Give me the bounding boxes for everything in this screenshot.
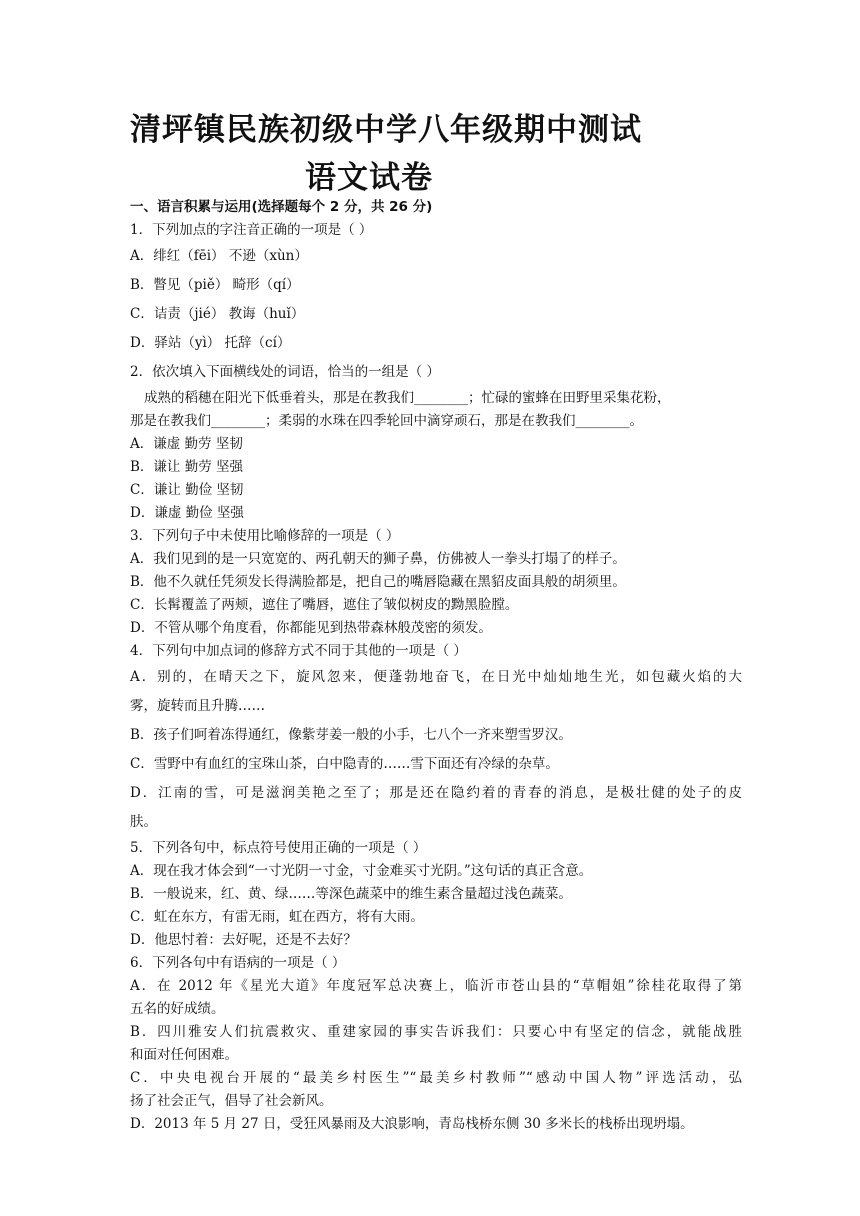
- q2-option-b: B．谦让 勤劳 坚强: [130, 459, 244, 475]
- exam-title: 清坪镇民族初级中学八年级期中测试: [130, 112, 642, 148]
- exam-subtitle: 语文试卷: [305, 160, 433, 196]
- q6-option-d: D．2013 年 5 月 27 日，受狂风暴雨及大浪影响，青岛栈桥东侧 30 多米长的栈桥出现坍塌。: [130, 1116, 694, 1132]
- q2-stem: 2．依次填入下面横线处的词语，恰当的一组是（ ）: [130, 364, 440, 380]
- section-heading: 一、语言积累与运用(选择题每个 2 分，共 26 分): [130, 199, 433, 215]
- q6-stem: 6．下列各句中有语病的一项是（ ）: [130, 955, 346, 971]
- q4-option-d-line1: D．江南的雪，可是滋润美艳之至了；那是还在隐约着的青春的消息，是极壮健的处子的皮: [130, 785, 742, 801]
- q2-option-d: D．谦虚 勤俭 坚强: [130, 505, 244, 521]
- q6-option-c-line2: 扬了社会正气，倡导了社会新风。: [130, 1093, 333, 1109]
- q1-option-a: A．绯红（fēi） 不逊（xùn）: [130, 248, 308, 264]
- q6-option-a-line2: 五名的好成绩。: [130, 1001, 225, 1017]
- q3-option-d: D．不管从哪个角度看，你都能见到热带森林般茂密的须发。: [130, 620, 492, 636]
- q4-stem: 4．下列句中加点词的修辞方式不同于其他的一项是（ ）: [130, 643, 467, 659]
- q4-option-b: B．孩子们呵着冻得通红，像紫芽姜一般的小手，七八个一齐来塑雪罗汉。: [130, 727, 572, 743]
- q1-option-c: C．诘责（jié） 教诲（huǐ）: [130, 306, 305, 322]
- q1-option-d: D．驿站（yì） 托辞（cí）: [130, 335, 291, 351]
- q6-option-a-line1: A．在 2012 年《星光大道》年度冠军总决赛上，临沂市苍山县的“草帽姐”徐桂花取得了第: [130, 978, 742, 994]
- q4-option-c: C．雪野中有血红的宝珠山茶，白中隐青的……雪下面还有冷绿的杂草。: [130, 756, 559, 772]
- q4-option-d-line2: 肤。: [130, 814, 157, 830]
- q5-option-a: A．现在我才体会到“一寸光阴一寸金，寸金难买寸光阴。”这句话的真正含意。: [130, 863, 593, 879]
- q2-passage-line1: 成熟的稻穗在阳光下低垂着头，那是在教我们________；忙碌的蜜蜂在田野里采集花粉，: [144, 390, 671, 406]
- q5-option-d: D．他思忖着：去好呢，还是不去好？: [130, 932, 357, 948]
- q5-option-b: B．一般说来，红、黄、绿……等深色蔬菜中的维生素含量超过浅色蔬菜。: [130, 886, 572, 902]
- q2-option-c: C．谦让 勤俭 坚韧: [130, 482, 244, 498]
- q4-option-a-line1: A．别的，在晴天之下，旋风忽来，便蓬勃地奋飞，在日光中灿灿地生光，如包藏火焰的大: [130, 669, 742, 685]
- q6-option-b-line1: B．四川雅安人们抗震救灾、重建家园的事实告诉我们：只要心中有坚定的信念，就能战胜: [130, 1024, 742, 1040]
- q2-option-a: A．谦虚 勤劳 坚韧: [130, 436, 243, 452]
- q3-stem: 3．下列句子中未使用比喻修辞的一项是（ ）: [130, 528, 400, 544]
- q6-option-b-line2: 和面对任何困难。: [130, 1047, 238, 1063]
- exam-content: [130, 196, 742, 1136]
- q3-option-b: B．他不久就任凭须发长得满脸都是，把自己的嘴唇隐藏在黑貂皮面具般的胡须里。: [130, 574, 626, 590]
- q2-passage-line2: 那是在教我们________；柔弱的水珠在四季轮回中滴穿顽石，那是在教我们________。: [130, 413, 643, 429]
- q1-option-b: B．瞥见（piě） 畸形（qí）: [130, 277, 300, 293]
- q6-option-c-line1: C．中央电视台开展的“最美乡村医生”“最美乡村教师”“感动中国人物”评选活动，弘: [130, 1070, 742, 1086]
- q5-option-c: C．虹在东方，有雷无雨，虹在西方，将有大雨。: [130, 909, 424, 925]
- q5-stem: 5．下列各句中，标点符号使用正确的一项是（ ）: [130, 840, 427, 856]
- q3-option-a: A．我们见到的是一只宽宽的、两孔朝天的狮子鼻，仿佛被人一拳头打塌了的样子。: [130, 551, 626, 567]
- q4-option-a-line2: 雾，旋转而且升腾……: [130, 698, 265, 714]
- q3-option-c: C．长髯覆盖了两颊，遮住了嘴唇，遮住了皱似树皮的黝黑脸膛。: [130, 597, 519, 613]
- q1-stem: 1．下列加点的字注音正确的一项是（ ）: [130, 222, 373, 238]
